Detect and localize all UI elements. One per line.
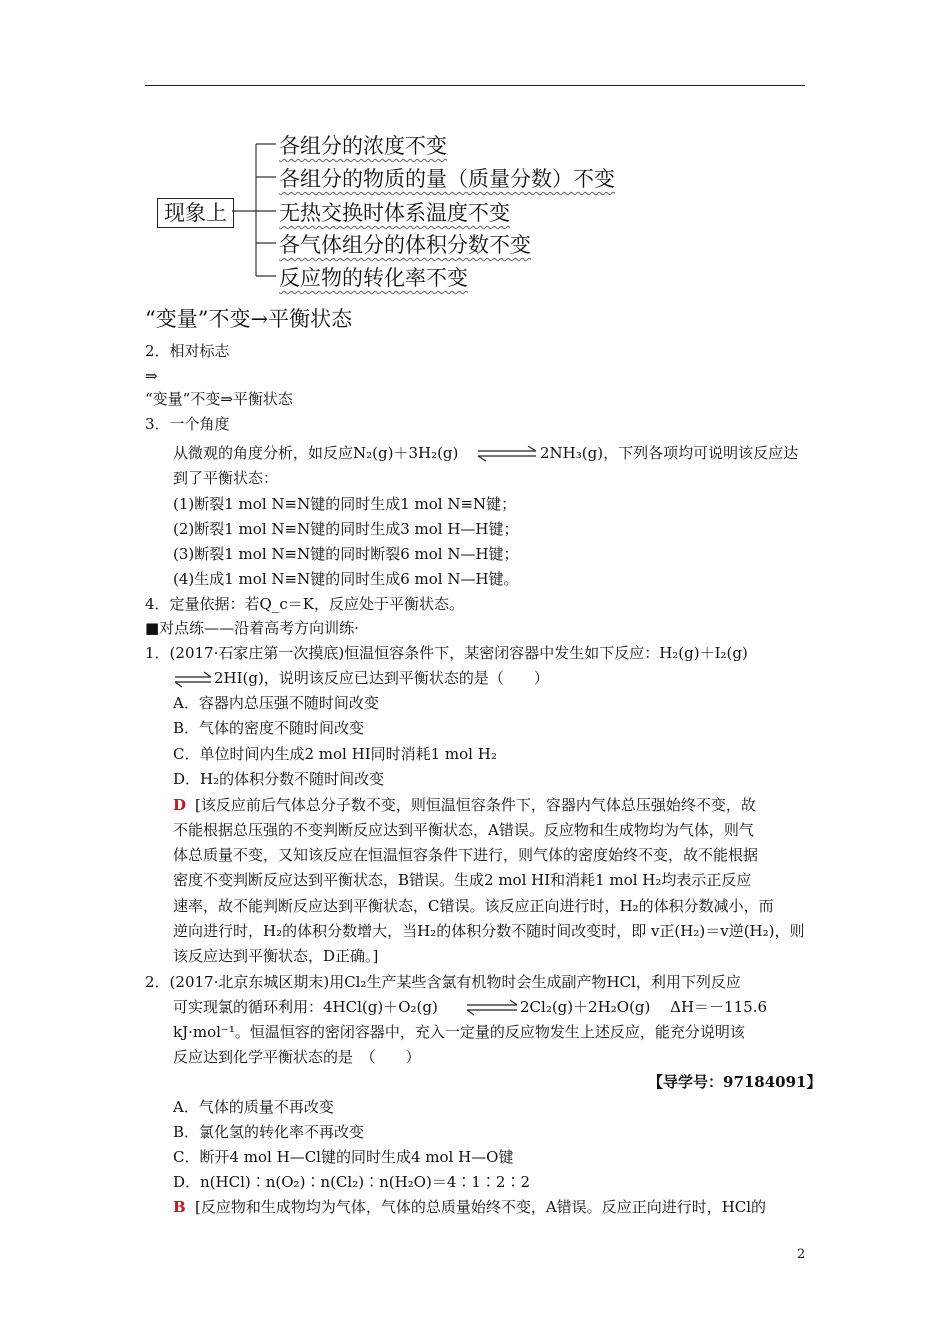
answer: B [173,1198,186,1216]
option: B．气体的密度不随时间改变 [173,719,365,737]
option: B．氯化氢的转化率不再改变 [173,1123,365,1141]
explanation-line: 该反应达到平衡状态，D正确。] [173,947,379,965]
explanation-line: 速率，故不能判断反应达到平衡状态，C错误。该反应正向进行时，H₂的体积分数减小，而 [173,897,774,915]
explanation-line: 密度不变判断反应达到平衡状态，B错误。生成2 mol HI和消耗1 mol H₂均表示正反应 [173,871,752,889]
practice-header: ■对点练——沿着高考方向训练· [145,619,359,637]
equilibrium-arrow-icon [173,670,213,688]
question-stem: 2HI(g)，说明该反应已达到平衡状态的是（ ） [214,669,549,687]
section-title: 2．相对标志 [145,342,230,360]
conclusion: “变量”不变→平衡状态 [145,307,353,331]
diagram-label: 现象上 [157,198,234,228]
list-item: (3)断裂1 mol N≡N键的同时断裂6 mol N—H键； [173,545,519,563]
option: D．n(HCl)∶n(O₂)∶n(Cl₂)∶n(H₂O)＝4∶1∶2∶2 [173,1173,531,1191]
option: D．H₂的体积分数不随时间改变 [173,770,385,788]
diagram-item: 无热交换时体系温度不变 [279,201,510,225]
intro-part: 从微观的角度分析，如反应N₂(g)＋3H₂(g) [173,444,459,462]
explanation-line: [该反应前后气体总分子数不变，则恒温恒容条件下，容器内气体总压强始终不变，故 [195,796,756,814]
question-stem: 可实现氯的循环利用：4HCl(g)＋O₂(g) [173,998,438,1016]
diagram-item: 各组分的物质的量（质量分数）不变 [279,167,615,191]
question-stem: 1．(2017·石家庄第一次摸底)恒温恒容条件下，某密闭容器中发生如下反应：H₂(g)＋I₂(g) [145,644,748,662]
guide-number: 【导学号：97184091】 [648,1073,822,1091]
question-stem: 2．(2017·北京东城区期末)用Cl₂生产某些含氯有机物时会生成副产物HCl，利用下列反应 [145,973,741,991]
list-item: (4)生成1 mol N≡N键的同时生成6 mol N—H键。 [173,570,519,588]
diagram-item: 各气体组分的体积分数不变 [279,233,531,257]
explanation-line: 体总质量不变，又知该反应在恒温恒容条件下进行，则气体的密度始终不变，故不能根据 [173,846,759,864]
implies-arrow: ⇒ [145,367,158,385]
explanation-line: [反应物和生成物均为气体，气体的总质量始终不变，A错误。反应正向进行时，HCl的 [195,1198,767,1216]
page-number: 2 [797,1247,806,1262]
list-item: (1)断裂1 mol N≡N键的同时生成1 mol N≡N键； [173,495,517,513]
section-title: 3．一个角度 [145,415,230,433]
explanation-line: 不能根据总压强的不变判断反应达到平衡状态，A错误。反应物和生成物均为气体，则气 [173,821,754,839]
section-line: “变量”不变⇒平衡状态 [145,390,293,408]
diagram-item: 反应物的转化率不变 [279,266,468,290]
question-stem: 反应达到化学平衡状态的是 （ ） [173,1048,421,1066]
equilibrium-arrow-icon [465,998,519,1016]
answer: D [173,796,187,814]
option: C．断开4 mol H—Cl键的同时生成4 mol H—O键 [173,1148,514,1166]
option: A．气体的质量不再改变 [173,1098,334,1116]
section-title: 4．定量依据：若Q_c＝K，反应处于平衡状态。 [145,595,464,613]
equilibrium-arrow-icon [476,444,538,462]
diagram-item: 各组分的浓度不变 [279,134,447,158]
intro-part: 到了平衡状态： [173,469,279,487]
explanation-line: 逆向进行时，H₂的体积分数增大，当H₂的体积分数不随时间改变时，即 v正(H₂)＝v逆(H₂)，则 [173,922,805,940]
question-stem: kJ·mol⁻¹。恒温恒容的密闭容器中，充入一定量的反应物发生上述反应，能充分说明该 [173,1023,745,1041]
option: C．单位时间内生成2 mol HI同时消耗1 mol H₂ [173,745,497,763]
question-stem: 2Cl₂(g)＋2H₂O(g) ΔH＝－115.6 [520,998,768,1016]
list-item: (2)断裂1 mol N≡N键的同时生成3 mol H—H键； [173,520,519,538]
option: A．容器内总压强不随时间改变 [173,694,379,712]
intro-part: 2NH₃(g)，下列各项均可说明该反应达 [540,444,799,462]
